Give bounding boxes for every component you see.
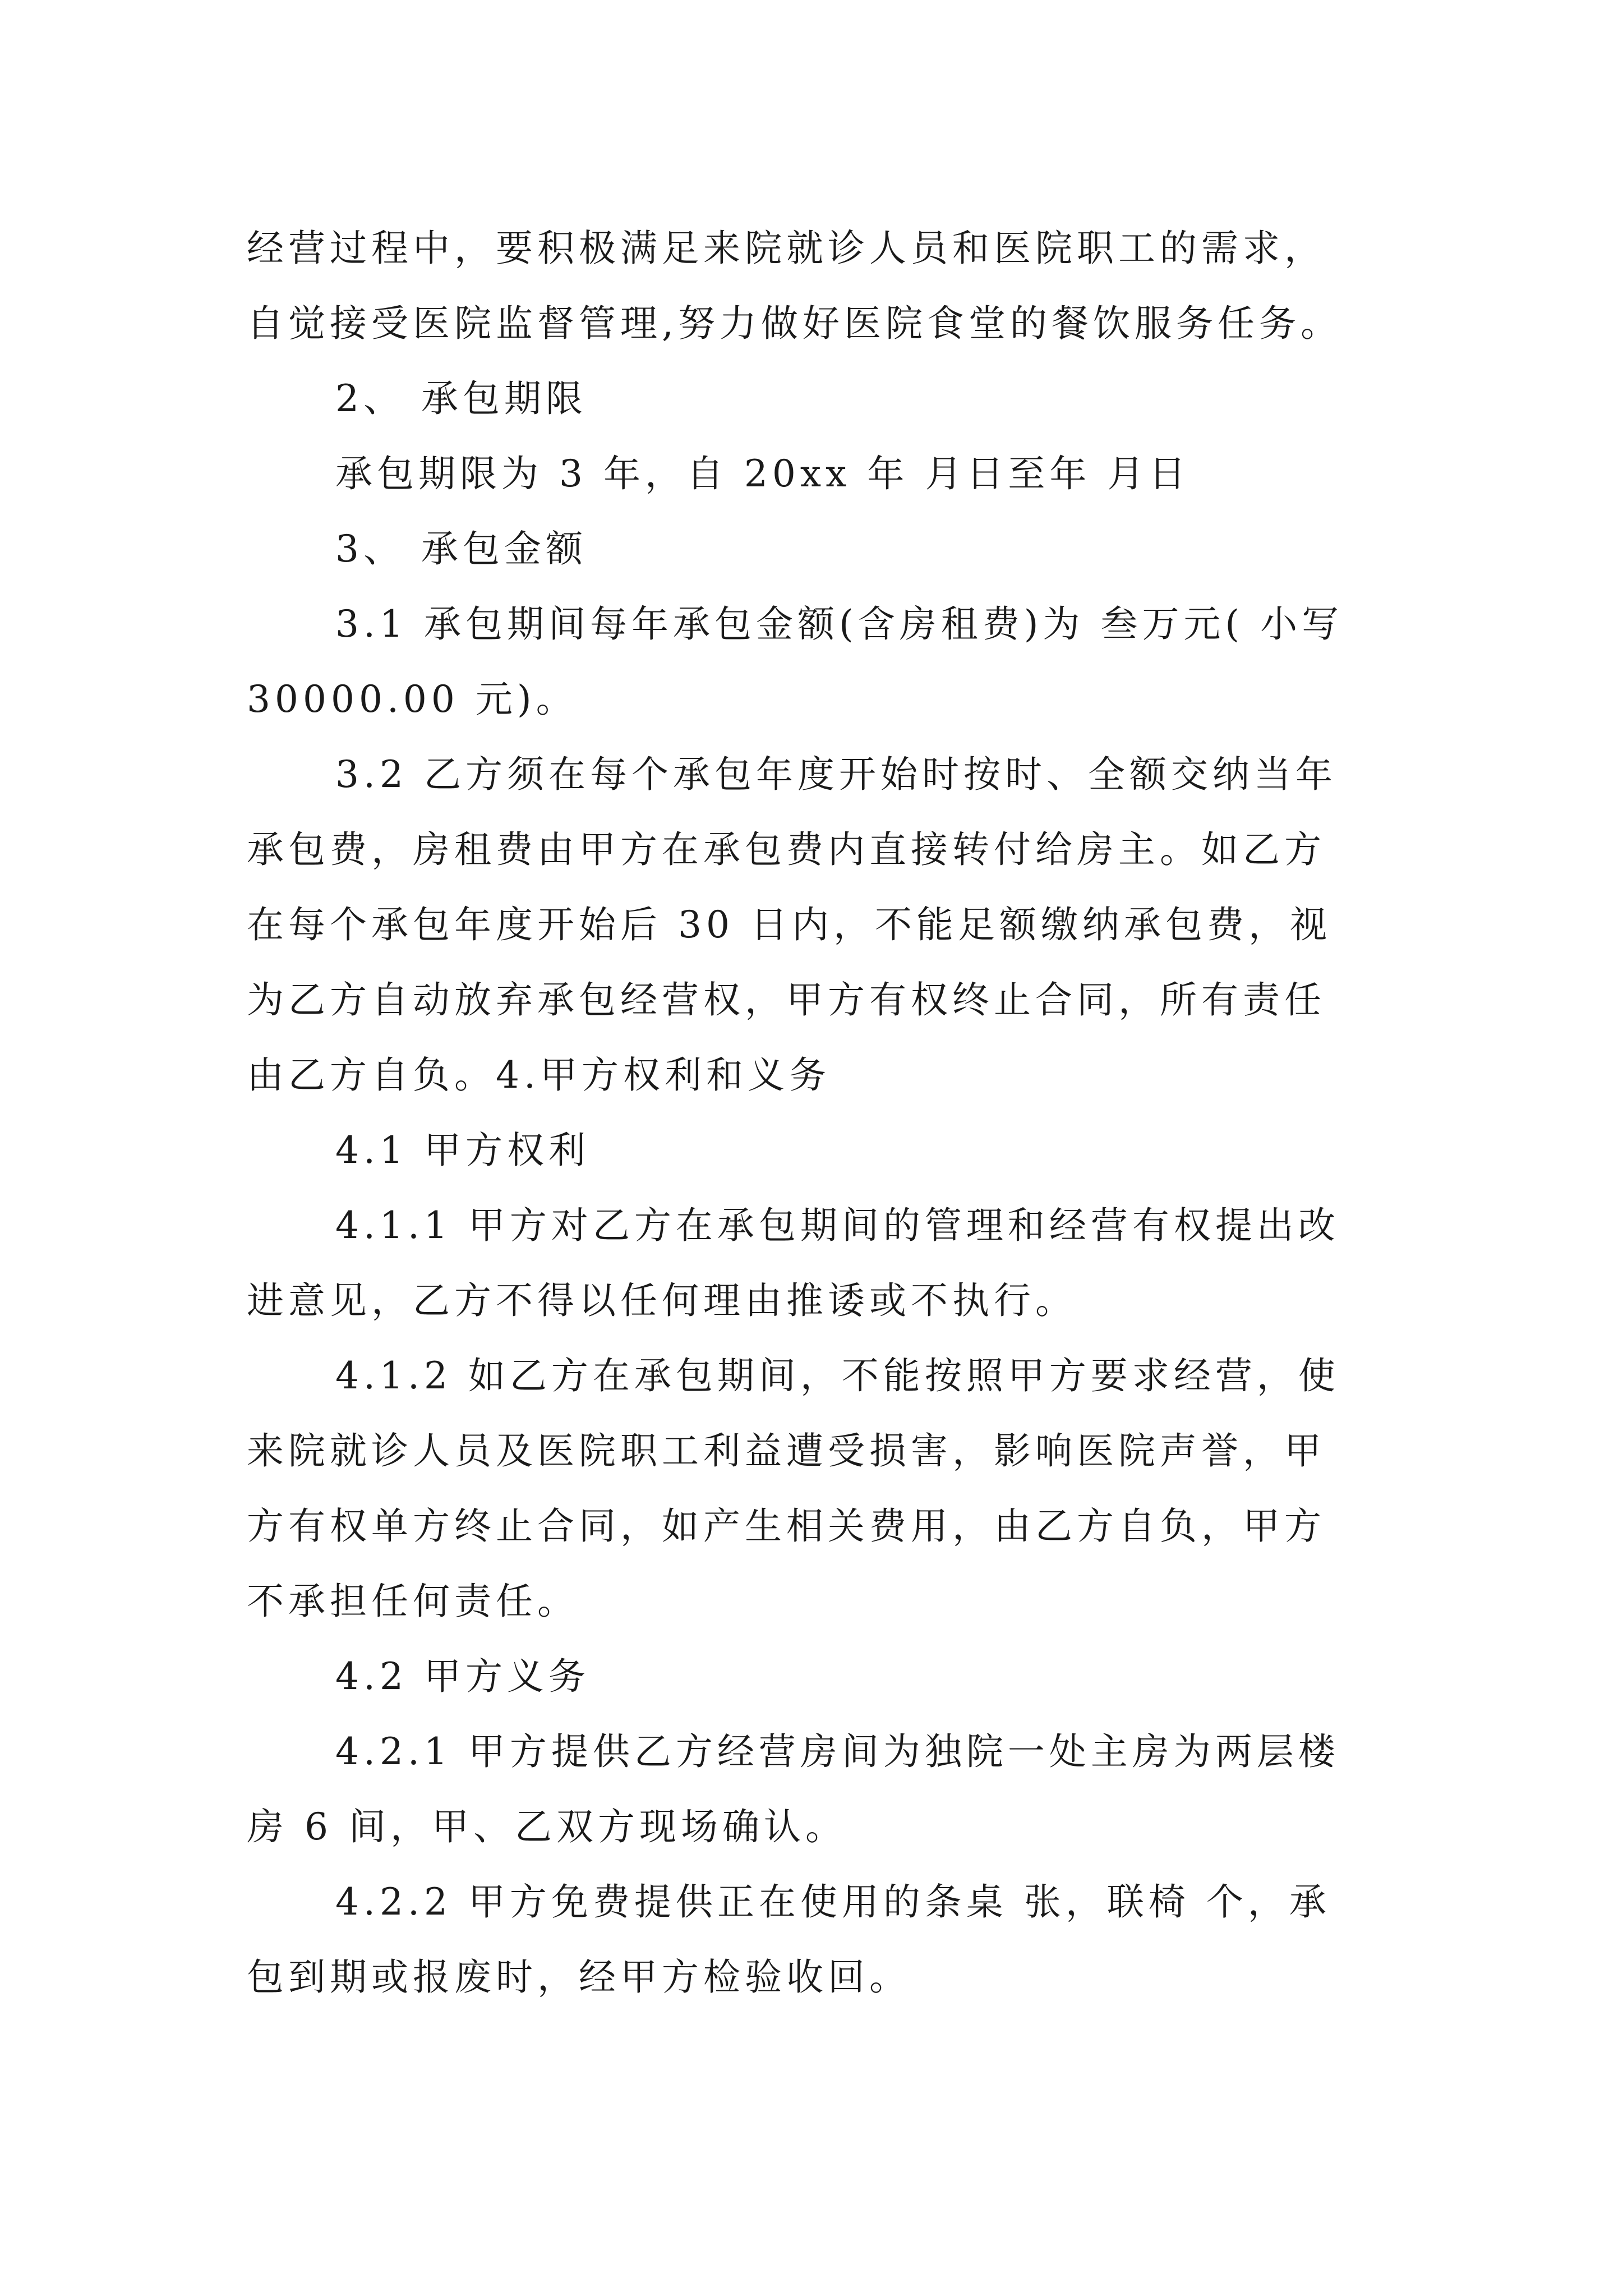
text-line-4: 承包期限为 3 年，自 20xx 年 月日至年 月日 xyxy=(335,452,1191,495)
clause-4-2-1: 4.2.1 甲方提供乙方经营房间为独院一处主房为两层楼 xyxy=(335,1730,1340,1773)
text-line-1: 经营过程中，要积极满足来院就诊人员和医院职工的需求， xyxy=(247,227,1326,270)
heading-amount: 3、 承包金额 xyxy=(335,527,587,570)
text-line-22: 房 6 间，甲、乙双方现场确认。 xyxy=(247,1805,847,1848)
text-line-9: 承包费，房租费由甲方在承包费内直接转付给房主。如乙方 xyxy=(247,828,1326,871)
clause-3-1: 3.1 承包期间每年承包金额(含房租费)为 叁万元( 小写 xyxy=(335,602,1344,646)
clause-4-2-2: 4.2.2 甲方免费提供正在使用的条桌 张，联椅 个，承 xyxy=(335,1880,1331,1924)
text-line-11: 为乙方自动放弃承包经营权，甲方有权终止合同，所有责任 xyxy=(247,978,1326,1022)
heading-term: 2、 承包期限 xyxy=(335,377,587,420)
text-line-24: 包到期或报废时，经甲方检验收回。 xyxy=(247,1955,911,1999)
clause-4-1-1: 4.1.1 甲方对乙方在承包期间的管理和经营有权提出改 xyxy=(335,1204,1340,1247)
text-line-19: 不承担任何责任。 xyxy=(247,1580,579,1623)
text-line-2: 自觉接受医院监督管理,努力做好医院食堂的餐饮服务任务。 xyxy=(247,302,1342,345)
clause-3-2: 3.2 乙方须在每个承包年度开始时按时、全额交纳当年 xyxy=(335,753,1337,796)
text-line-7: 30000.00 元)。 xyxy=(247,678,578,721)
text-line-12: 由乙方自负。4.甲方权利和义务 xyxy=(247,1053,831,1097)
text-line-17: 来院就诊人员及医院职工利益遭受损害，影响医院声誉，甲 xyxy=(247,1429,1326,1473)
clause-4-2: 4.2 甲方义务 xyxy=(335,1655,590,1698)
clause-4-1: 4.1 甲方权利 xyxy=(335,1129,590,1172)
text-line-18: 方有权单方终止合同，如产生相关费用，由乙方自负，甲方 xyxy=(247,1504,1326,1548)
text-line-15: 进意见，乙方不得以任何理由推诿或不执行。 xyxy=(247,1279,1077,1322)
clause-4-1-2: 4.1.2 如乙方在承包期间，不能按照甲方要求经营，使 xyxy=(335,1354,1340,1397)
text-line-10: 在每个承包年度开始后 30 日内，不能足额缴纳承包费，视 xyxy=(247,903,1331,946)
